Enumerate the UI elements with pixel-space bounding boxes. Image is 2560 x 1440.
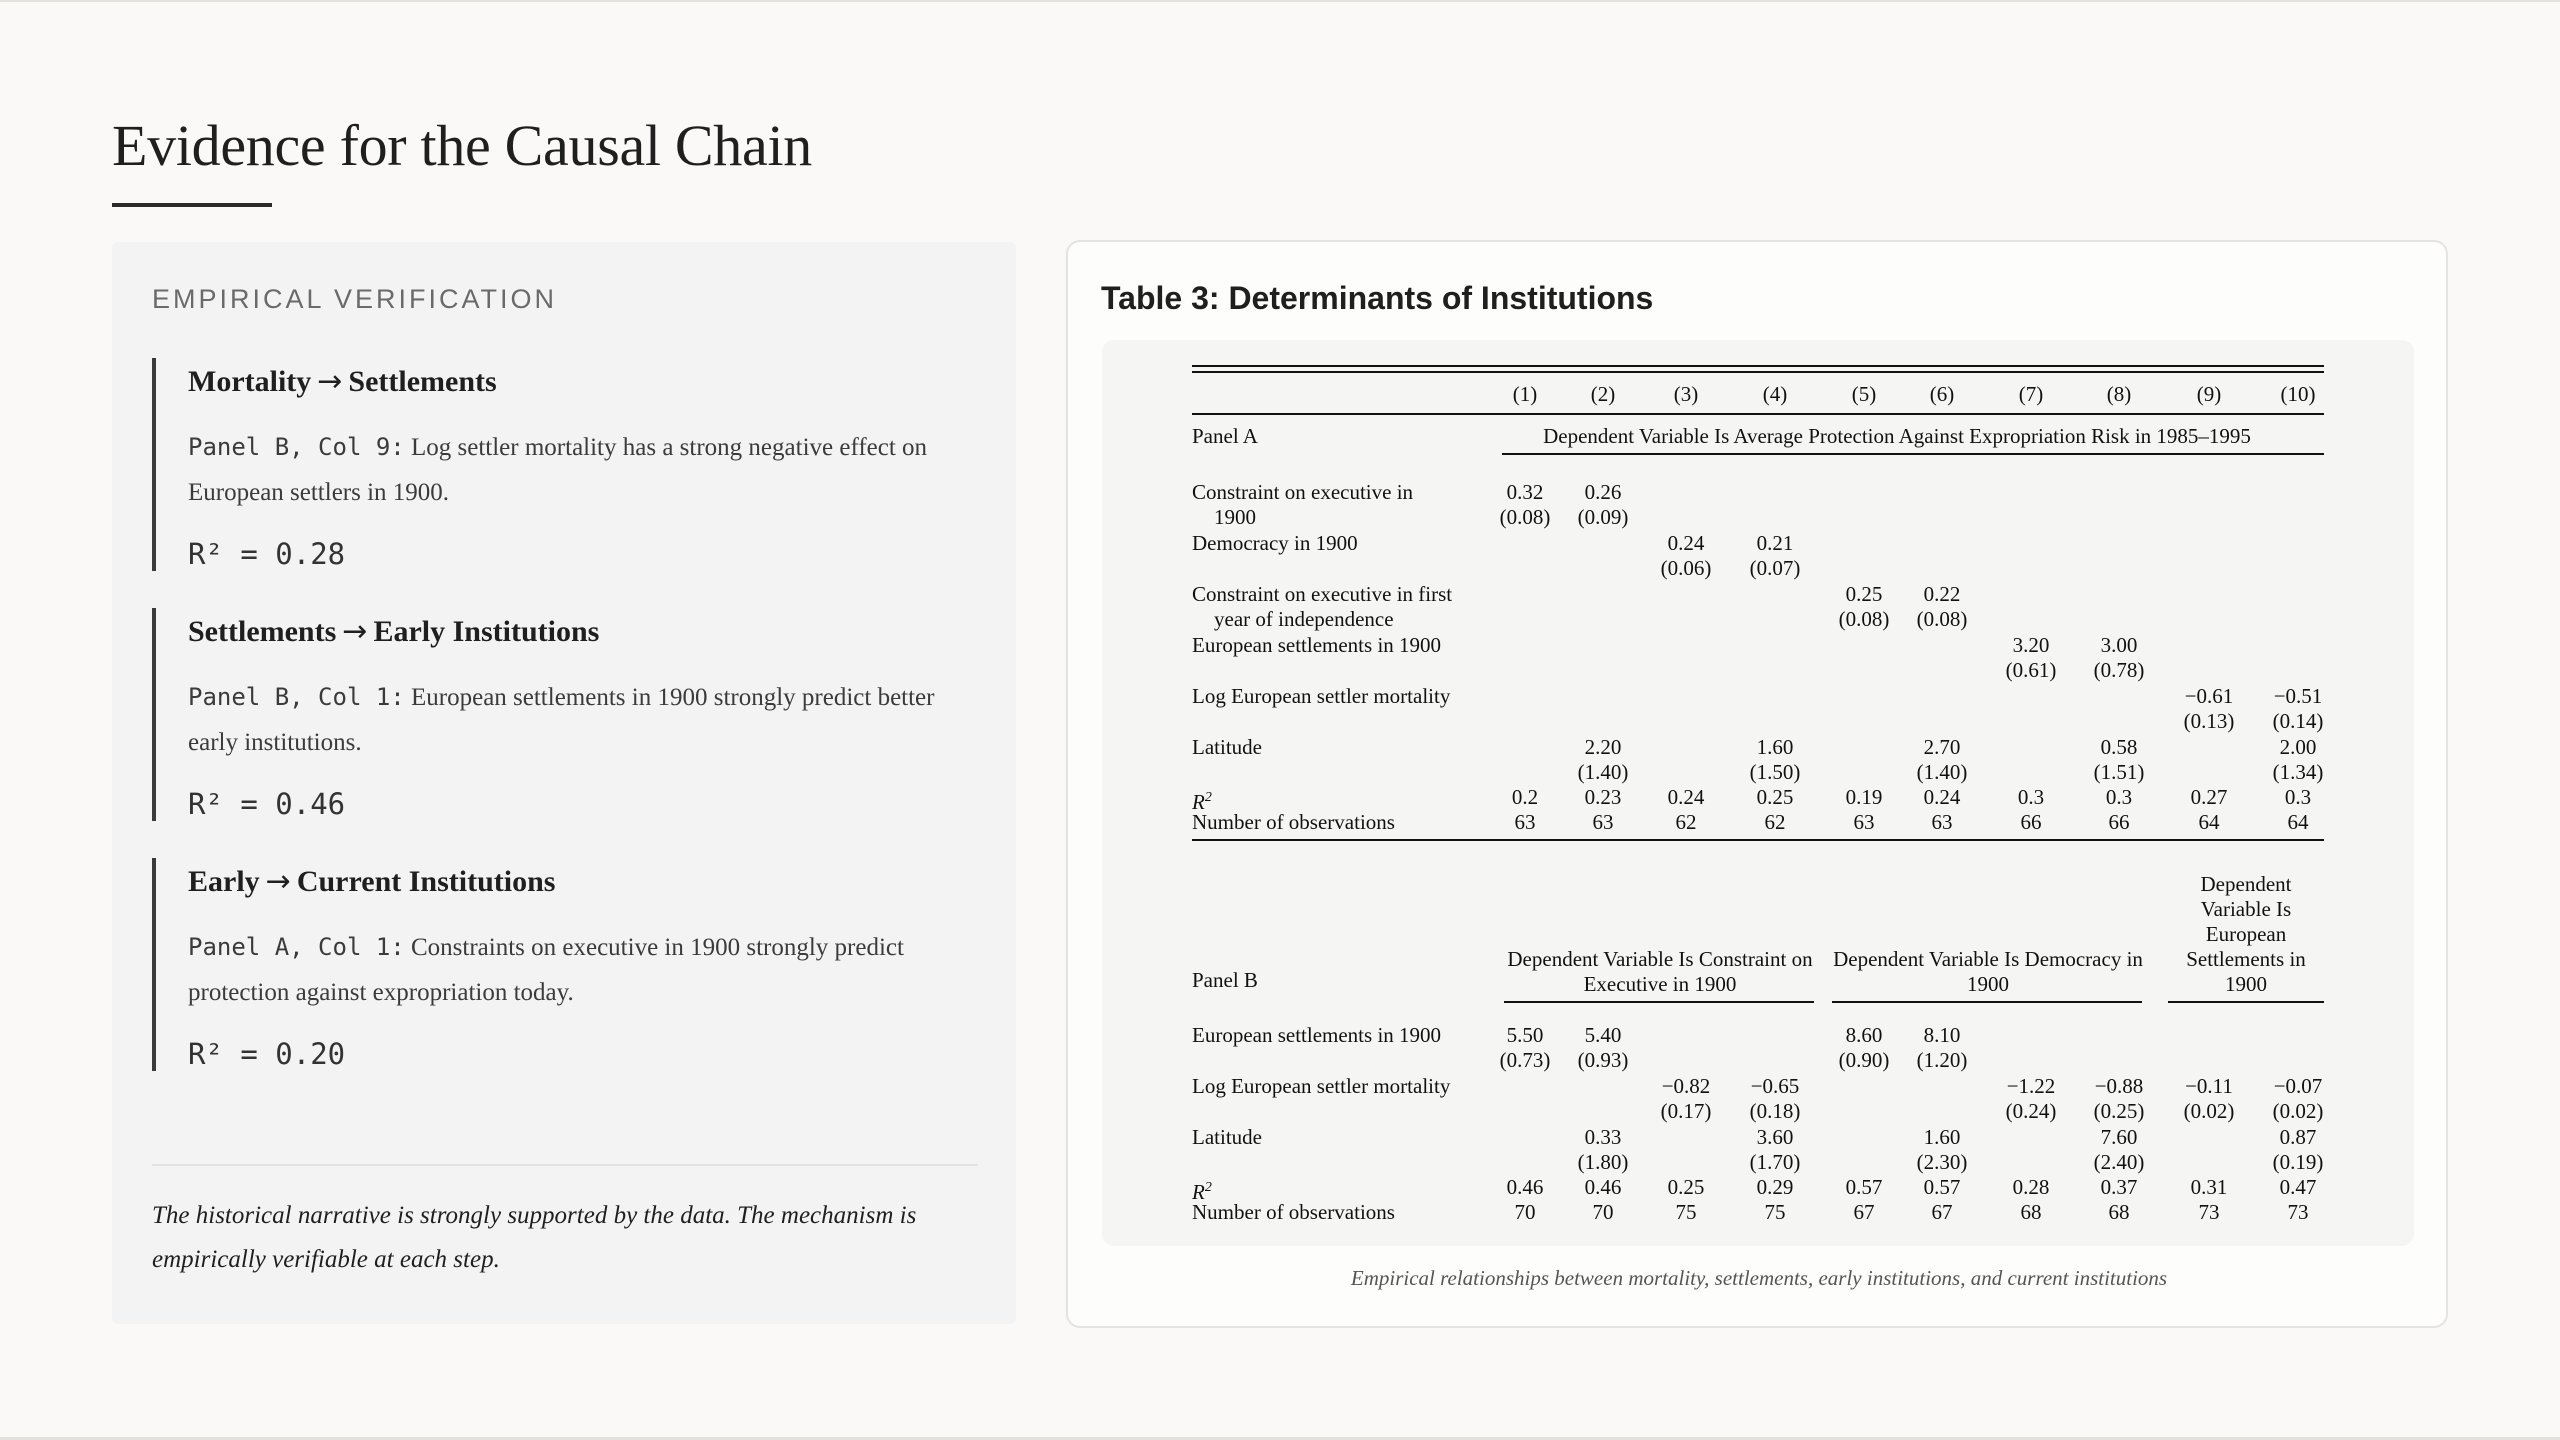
- standard-error: (1.34): [2272, 760, 2324, 784]
- evidence-from: Settlements: [188, 614, 337, 648]
- coefficient: 0.87: [2279, 1125, 2317, 1149]
- observations-cell: 67: [1853, 1200, 1875, 1224]
- row-label: Log European settler mortality: [1192, 1074, 1451, 1098]
- coefficient: 5.50: [1506, 1023, 1544, 1047]
- standard-error: (1.40): [1577, 760, 1629, 784]
- row-label: 1900: [1214, 505, 1256, 529]
- standard-error: (0.17): [1660, 1099, 1712, 1123]
- evidence-text: Constraints on executive in 1900 strongly predict protection against expropriation today.: [188, 934, 904, 1006]
- observations-label: Number of observations: [1192, 810, 1395, 834]
- coefficient: −1.22: [2006, 1074, 2056, 1098]
- standard-error: (0.08): [1916, 607, 1968, 631]
- observations-cell: 70: [1514, 1200, 1536, 1224]
- observations-cell: 66: [2020, 810, 2042, 834]
- page-title: Evidence for the Causal Chain: [112, 113, 812, 178]
- coefficient: 0.24: [1667, 531, 1705, 555]
- table-title: Table 3: Determinants of Institutions: [1101, 280, 1654, 316]
- coefficient: −0.51: [2273, 684, 2323, 708]
- r-squared-symbol: R: [1192, 790, 1205, 814]
- coefficient: −0.07: [2273, 1074, 2323, 1098]
- r-squared-cell: 0.25: [1667, 1175, 1705, 1199]
- row-label: European settlements in 1900: [1192, 1023, 1442, 1047]
- r-squared-cell: 0.31: [2190, 1175, 2228, 1199]
- evidence-heading: [188, 364, 982, 399]
- row-label: Log European settler mortality: [1192, 684, 1451, 708]
- r-squared-cell: 0.57: [1923, 1175, 1961, 1199]
- table-top-rule: [1192, 371, 2324, 373]
- evidence-description: [188, 925, 982, 1015]
- coefficient: 0.32: [1506, 480, 1544, 504]
- coefficient: −0.61: [2184, 684, 2234, 708]
- table-reference: Panel B, Col 9:: [188, 433, 405, 461]
- standard-error: (1.20): [1916, 1048, 1968, 1072]
- evidence-from: Early: [188, 864, 260, 898]
- standard-error: (0.07): [1749, 556, 1801, 580]
- panel-b-heading-rule: [2168, 1001, 2324, 1003]
- r-squared-cell: 0.57: [1845, 1175, 1883, 1199]
- evidence-to: Early Institutions: [373, 614, 600, 648]
- row-label: Latitude: [1192, 735, 1262, 759]
- standard-error: (0.73): [1499, 1048, 1551, 1072]
- coefficient: 3.00: [2100, 633, 2138, 657]
- coefficient: 0.33: [1584, 1125, 1622, 1149]
- arrow-right-icon: →: [265, 864, 291, 899]
- evidence-item-early-current-institutions: [152, 858, 982, 1071]
- r-squared-cell: 0.3: [2284, 785, 2312, 809]
- coefficient: 0.22: [1923, 582, 1961, 606]
- column-header: (3): [1673, 382, 1699, 406]
- column-header: (9): [2196, 382, 2222, 406]
- r-squared-value: R² = 0.46: [188, 787, 346, 821]
- row-label: Constraint on executive in: [1192, 480, 1414, 504]
- r-squared-cell: 0.46: [1506, 1175, 1544, 1199]
- observations-cell: 70: [1592, 1200, 1614, 1224]
- r-squared-cell: 0.24: [1923, 785, 1961, 809]
- panel-b-heading-rule: [1504, 1001, 1814, 1003]
- evidence-description: [188, 425, 982, 515]
- standard-error: (1.40): [1916, 760, 1968, 784]
- observations-label: Number of observations: [1192, 1200, 1395, 1224]
- coefficient: 5.40: [1584, 1023, 1622, 1047]
- standard-error: (0.14): [2272, 709, 2324, 733]
- observations-cell: 73: [2287, 1200, 2309, 1224]
- coefficient: 2.70: [1923, 735, 1961, 759]
- r-squared-value: R² = 0.20: [188, 1037, 346, 1071]
- standard-error: (0.93): [1577, 1048, 1629, 1072]
- standard-error: (2.40): [2093, 1150, 2145, 1174]
- evidence-text: European settlements in 1900 strongly predict better early institutions.: [188, 684, 935, 756]
- coefficient: 3.60: [1756, 1125, 1794, 1149]
- top-rule: [0, 0, 2560, 2]
- standard-error: (0.08): [1838, 607, 1890, 631]
- table-caption: Empirical relationships between mortality, settlements, early institutions, and current institutions: [1350, 1266, 2168, 1290]
- evidence-item-mortality-settlements: [152, 358, 982, 571]
- row-label: Constraint on executive in first: [1192, 582, 1453, 606]
- standard-error: (1.80): [1577, 1150, 1629, 1174]
- r-squared-cell: 0.3: [2017, 785, 2045, 809]
- r-squared-cell: 0.28: [2012, 1175, 2050, 1199]
- standard-error: (0.61): [2005, 658, 2057, 682]
- observations-cell: 63: [1853, 810, 1875, 834]
- observations-cell: 62: [1764, 810, 1786, 834]
- column-header: (8): [2106, 382, 2132, 406]
- panel-a-heading: Dependent Variable Is Average Protection Against Expropriation Risk in 1985–1995: [1543, 424, 2251, 448]
- coefficient: 0.26: [1584, 480, 1622, 504]
- arrow-right-icon: →: [317, 364, 343, 399]
- column-header: (1): [1512, 382, 1538, 406]
- evidence-panel: [112, 242, 1016, 1324]
- evidence-description: [188, 675, 982, 765]
- panel-b-heading: Dependent Variable Is Constraint on Executive in 1900: [1507, 947, 1813, 996]
- panel-b-heading-rule: [1832, 1001, 2142, 1003]
- panel-a-heading-rule: [1502, 453, 2324, 455]
- coefficient: 3.20: [2012, 633, 2050, 657]
- standard-error: (0.02): [2272, 1099, 2324, 1123]
- standard-error: (0.24): [2005, 1099, 2057, 1123]
- standard-error: (1.50): [1749, 760, 1801, 784]
- panel-b-label: Panel B: [1192, 968, 1258, 992]
- panel-b-heading: Dependent Variable Is Democracy in 1900: [1833, 947, 2143, 996]
- observations-cell: 73: [2198, 1200, 2220, 1224]
- r-squared-cell: 0.25: [1756, 785, 1794, 809]
- standard-error: (0.18): [1749, 1099, 1801, 1123]
- r-squared-cell: 0.47: [2279, 1175, 2317, 1199]
- coefficient: 2.00: [2279, 735, 2317, 759]
- observations-cell: 64: [2198, 810, 2220, 834]
- coefficient: 0.21: [1756, 531, 1794, 555]
- evidence-text: Log settler mortality has a strong negative effect on European settlers in 1900.: [188, 434, 928, 506]
- title-underline: [112, 203, 272, 207]
- header-rule: [1192, 413, 2324, 415]
- row-label: year of independence: [1214, 607, 1394, 631]
- coefficient: 8.60: [1845, 1023, 1883, 1047]
- observations-cell: 68: [2020, 1200, 2042, 1224]
- column-header: (7): [2018, 382, 2044, 406]
- coefficient: 1.60: [1756, 735, 1794, 759]
- standard-error: (0.25): [2093, 1099, 2145, 1123]
- observations-cell: 67: [1931, 1200, 1953, 1224]
- standard-error: (0.19): [2272, 1150, 2324, 1174]
- coefficient: 0.25: [1845, 582, 1883, 606]
- observations-cell: 62: [1675, 810, 1697, 834]
- panel-a-label: Panel A: [1192, 424, 1258, 448]
- row-label: Latitude: [1192, 1125, 1262, 1149]
- standard-error: (0.90): [1838, 1048, 1890, 1072]
- evidence-from: Mortality: [188, 364, 312, 398]
- observations-cell: 63: [1592, 810, 1614, 834]
- r-squared-cell: 0.46: [1584, 1175, 1622, 1199]
- r-squared-cell: 0.27: [2190, 785, 2228, 809]
- standard-error: (0.78): [2093, 658, 2145, 682]
- evidence-item-settlements-early-institutions: [152, 608, 982, 821]
- r-squared-superscript: 2: [1204, 1180, 1212, 1195]
- table-image-area: [1102, 340, 2414, 1246]
- r-squared-value: R² = 0.28: [188, 537, 346, 571]
- row-label: European settlements in 1900: [1192, 633, 1442, 657]
- r-squared-cell: 0.19: [1845, 785, 1883, 809]
- r-squared-symbol: R: [1192, 1180, 1205, 1204]
- coefficient: 0.58: [2100, 735, 2138, 759]
- standard-error: (1.70): [1749, 1150, 1801, 1174]
- r-squared-cell: 0.3: [2105, 785, 2133, 809]
- standard-error: (0.02): [2183, 1099, 2235, 1123]
- coefficient: −0.82: [1661, 1074, 1711, 1098]
- observations-cell: 75: [1764, 1200, 1786, 1224]
- table-reference: Panel B, Col 1:: [188, 683, 405, 711]
- r-squared-cell: 0.29: [1756, 1175, 1794, 1199]
- table-top-rule: [1192, 365, 2324, 367]
- standard-error: (0.06): [1660, 556, 1712, 580]
- observations-cell: 66: [2108, 810, 2130, 834]
- column-header: (6): [1929, 382, 1955, 406]
- column-header: (4): [1762, 382, 1788, 406]
- divider: [152, 1164, 978, 1166]
- column-header: (2): [1590, 382, 1616, 406]
- observations-cell: 63: [1514, 810, 1536, 834]
- observations-cell: 75: [1675, 1200, 1697, 1224]
- table-reference: Panel A, Col 1:: [188, 933, 405, 961]
- r-squared-cell: 0.23: [1584, 785, 1622, 809]
- evidence-to: Current Institutions: [296, 864, 556, 898]
- r-squared-cell: 0.24: [1667, 785, 1705, 809]
- observations-cell: 68: [2108, 1200, 2130, 1224]
- coefficient: −0.88: [2094, 1074, 2144, 1098]
- r-squared-superscript: 2: [1204, 790, 1212, 805]
- regression-table: [1102, 340, 2414, 1246]
- standard-error: (1.51): [2093, 760, 2145, 784]
- coefficient: −0.11: [2185, 1074, 2233, 1098]
- observations-cell: 63: [1931, 810, 1953, 834]
- coefficient: 8.10: [1923, 1023, 1961, 1047]
- coefficient: 1.60: [1923, 1125, 1961, 1149]
- section-label: EMPIRICAL VERIFICATION: [152, 284, 558, 314]
- evidence-to: Settlements: [348, 364, 497, 398]
- panel-a-bottom-rule: [1192, 839, 2324, 841]
- r-squared-cell: 0.37: [2100, 1175, 2138, 1199]
- standard-error: (0.13): [2183, 709, 2235, 733]
- standard-error: (2.30): [1916, 1150, 1968, 1174]
- evidence-heading: [188, 614, 982, 649]
- r-squared-cell: 0.2: [1511, 785, 1539, 809]
- row-label: Democracy in 1900: [1192, 531, 1358, 555]
- standard-error: (0.08): [1499, 505, 1551, 529]
- panel-b-heading: Dependent Variable Is European Settlements in 1900: [2186, 872, 2306, 996]
- arrow-right-icon: →: [342, 614, 368, 649]
- column-header: (5): [1851, 382, 1877, 406]
- coefficient: 2.20: [1584, 735, 1622, 759]
- column-header: (10): [2280, 382, 2316, 406]
- conclusion-text: The historical narrative is strongly supported by the data. The mechanism is empirically verifiable at each step.: [152, 1202, 917, 1273]
- standard-error: (0.09): [1577, 505, 1629, 529]
- coefficient: −0.65: [1750, 1074, 1800, 1098]
- coefficient: 7.60: [2100, 1125, 2138, 1149]
- observations-cell: 64: [2287, 810, 2309, 834]
- table-card: [1066, 240, 2448, 1328]
- evidence-heading: [188, 864, 982, 899]
